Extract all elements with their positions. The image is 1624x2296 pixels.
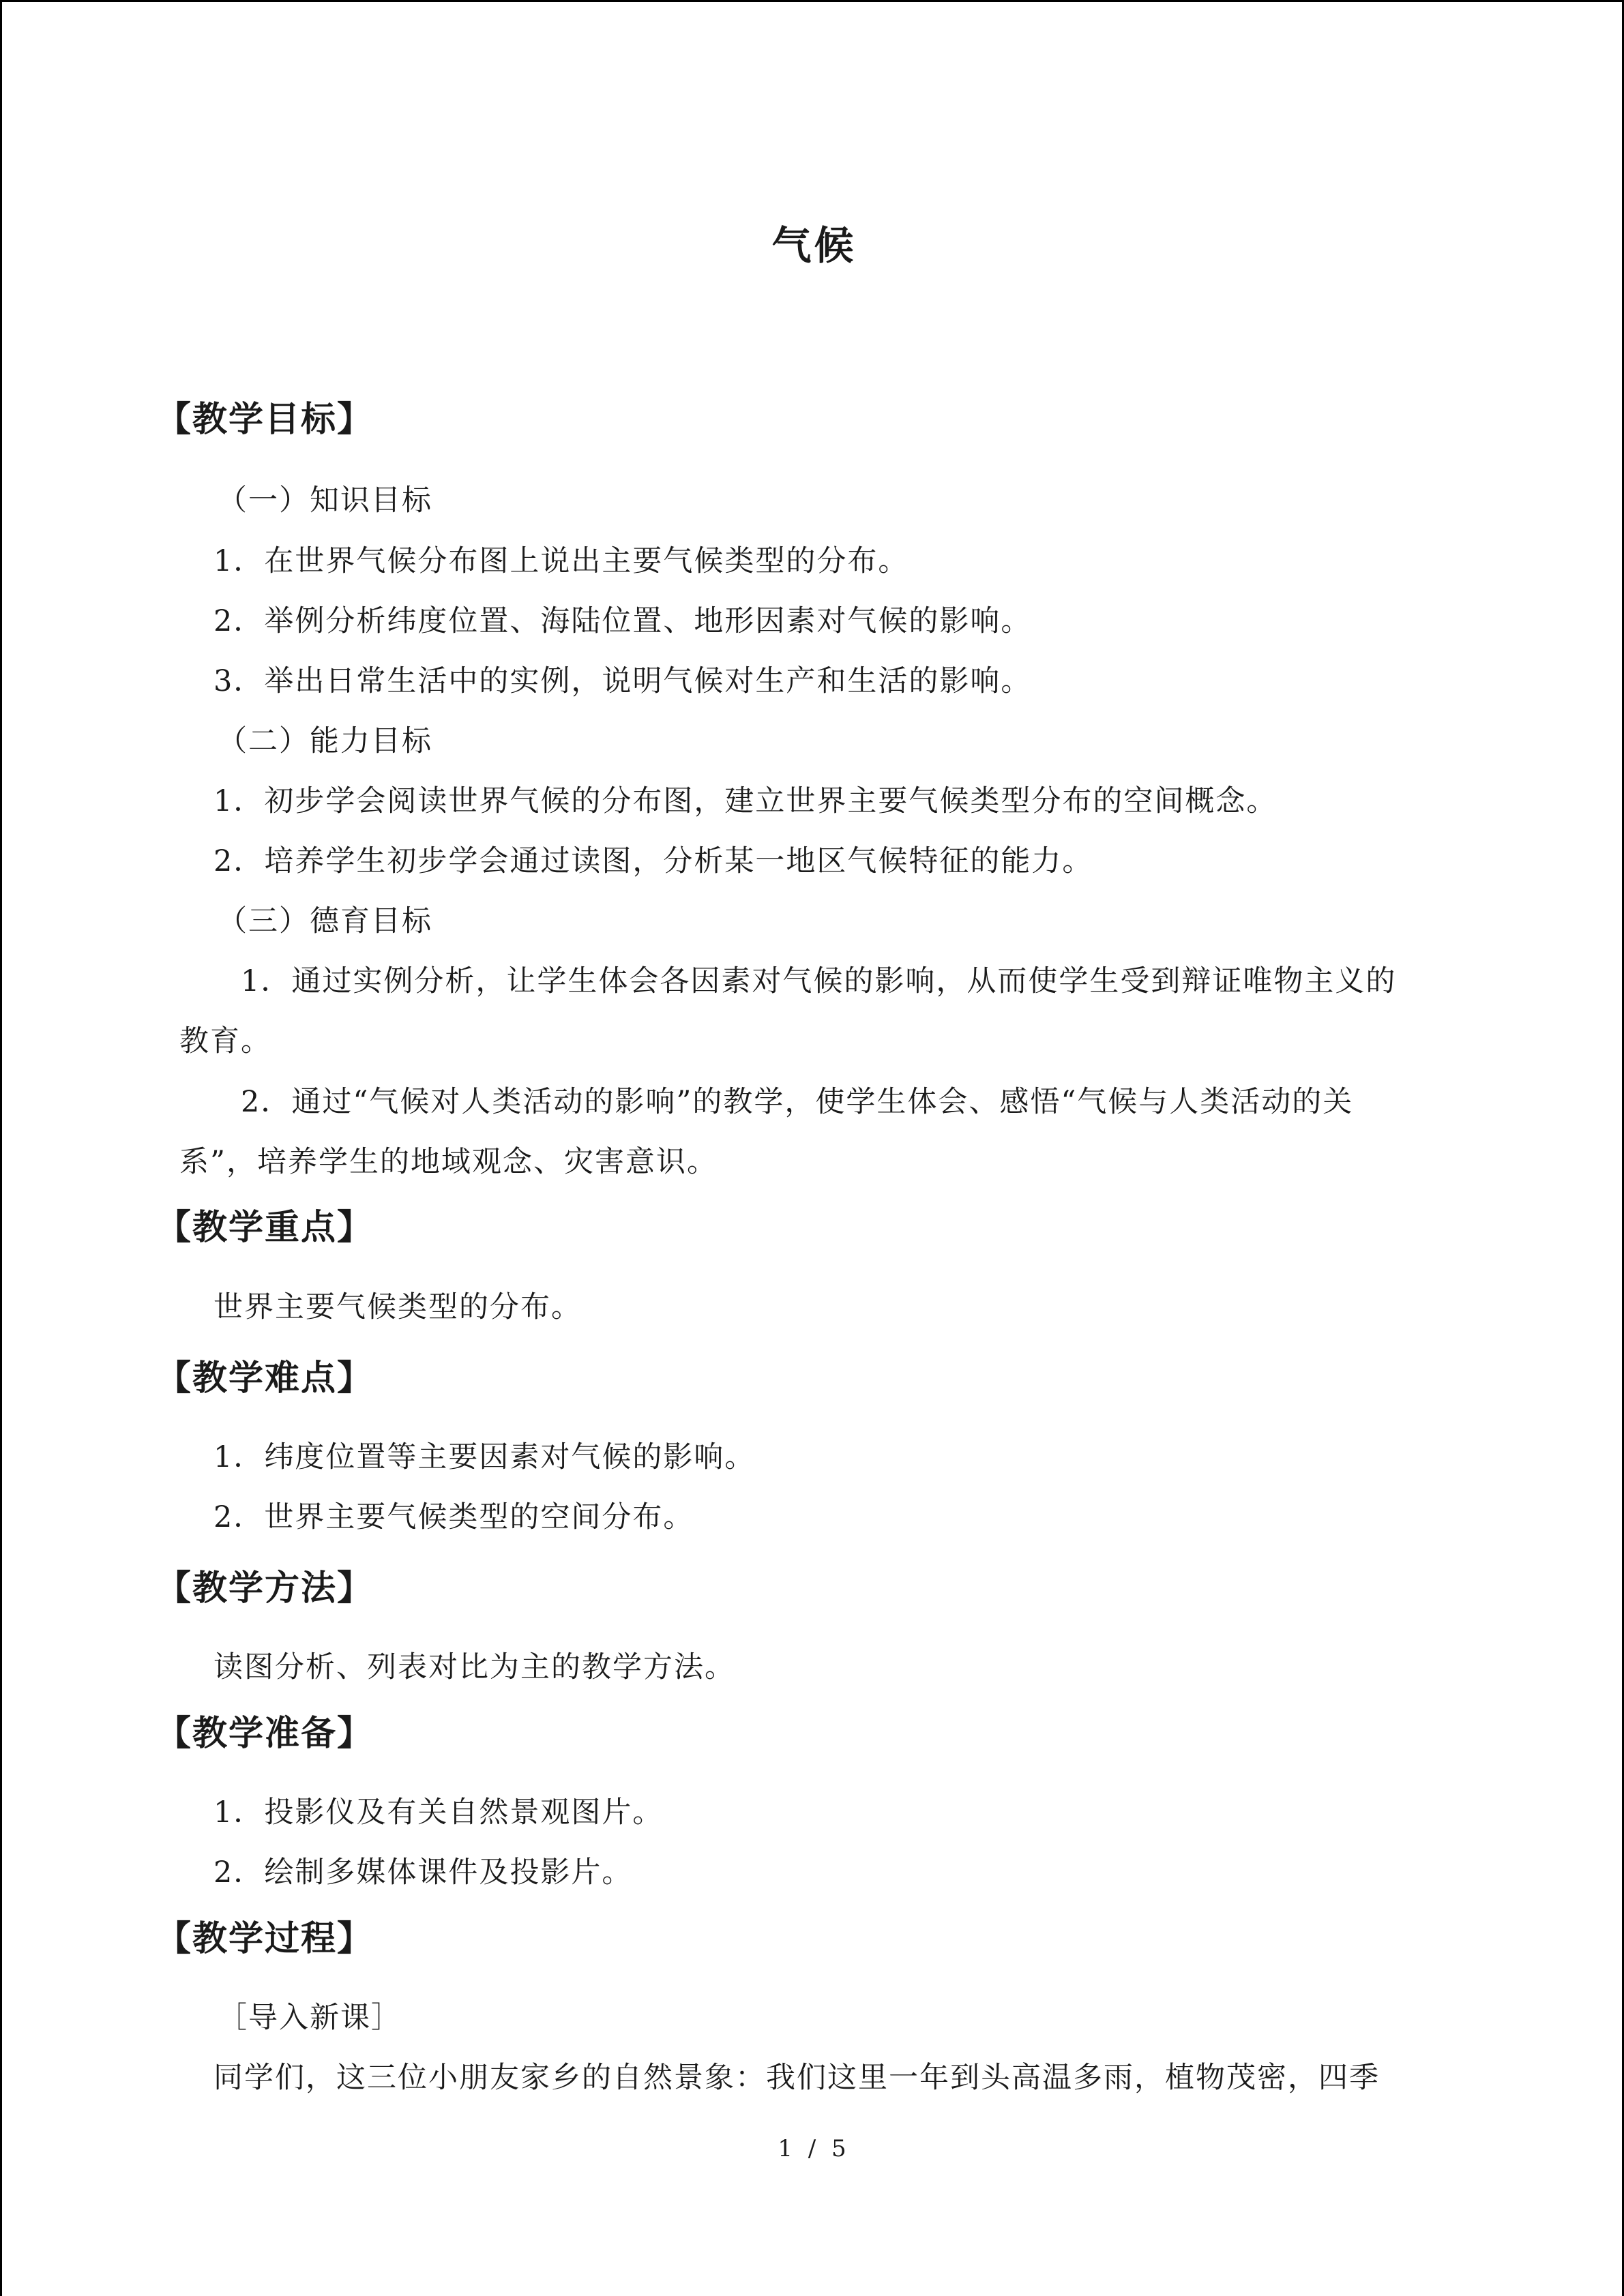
heading-methods: 【教学方法】 <box>156 1568 374 1609</box>
moral-item-1-line-1: 1．通过实例分析，让学生体会各因素对气候的影响，从而使学生受到辩证唯物主义的 <box>241 964 1397 998</box>
document-title: 气候 <box>771 222 857 269</box>
preparation-item: 2．绘制多媒体课件及投影片。 <box>213 1855 633 1890</box>
subheading-ability: （二）能力目标 <box>218 724 432 758</box>
key-points-text: 世界主要气候类型的分布。 <box>213 1290 582 1324</box>
difficulty-item: 1．纬度位置等主要因素对气候的影响。 <box>213 1440 756 1474</box>
page-indicator: 1 / 5 <box>778 2135 851 2162</box>
moral-item-2-line-2: 系”，培养学生的地域观念、灾害意识。 <box>179 1145 718 1179</box>
intro-text: 同学们，这三位小朋友家乡的自然景象：我们这里一年到头高温多雨，植物茂密，四季 <box>213 2061 1380 2095</box>
knowledge-item: 1．在世界气候分布图上说出主要气候类型的分布。 <box>213 544 909 578</box>
heading-key-points: 【教学重点】 <box>156 1208 374 1248</box>
difficulty-item: 2．世界主要气候类型的空间分布。 <box>213 1500 694 1534</box>
ability-item: 1．初步学会阅读世界气候的分布图，建立世界主要气候类型分布的空间概念。 <box>213 784 1278 818</box>
preparation-item: 1．投影仪及有关自然景观图片。 <box>213 1795 664 1830</box>
knowledge-item: 2．举例分析纬度位置、海陆位置、地形因素对气候的影响。 <box>213 604 1032 638</box>
heading-preparation: 【教学准备】 <box>156 1714 374 1754</box>
knowledge-item: 3．举出日常生活中的实例，说明气候对生产和生活的影响。 <box>213 664 1032 698</box>
heading-process: 【教学过程】 <box>156 1919 374 1959</box>
ability-item: 2．培养学生初步学会通过读图，分析某一地区气候特征的能力。 <box>213 844 1093 878</box>
heading-objectives: 【教学目标】 <box>156 400 374 440</box>
moral-item-2-line-1: 2．通过“气候对人类活动的影响”的教学，使学生体会、感悟“气候与人类活动的关 <box>241 1085 1354 1119</box>
moral-item-1-line-2: 教育。 <box>179 1024 271 1058</box>
subheading-moral: （三）德育目标 <box>218 904 432 938</box>
intro-label: ［导入新课］ <box>218 2001 402 2035</box>
subheading-knowledge: （一）知识目标 <box>218 483 432 518</box>
heading-difficulties: 【教学难点】 <box>156 1358 374 1399</box>
methods-text: 读图分析、列表对比为主的教学方法。 <box>213 1650 735 1684</box>
